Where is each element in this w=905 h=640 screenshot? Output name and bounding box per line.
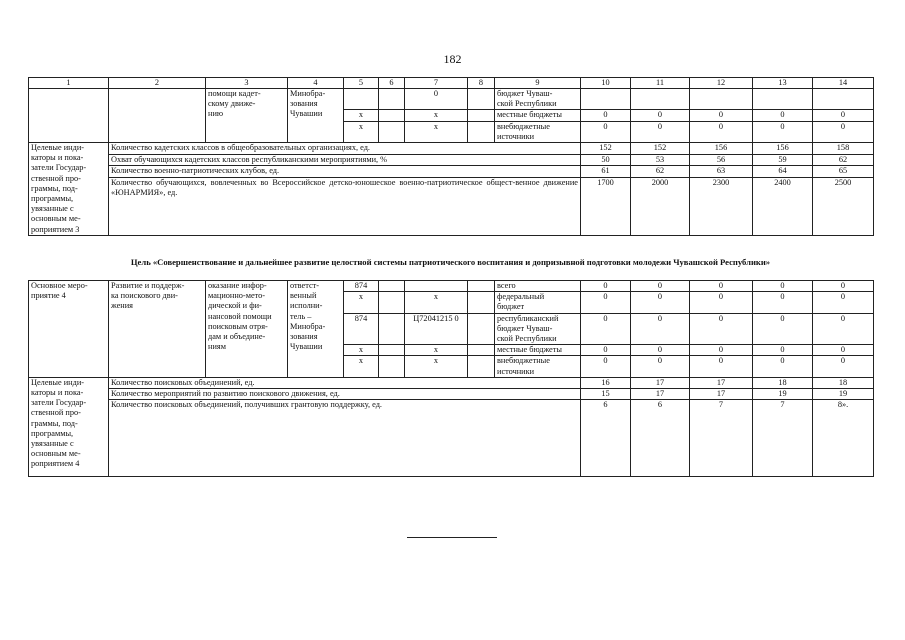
targets-label-cell	[29, 377, 109, 476]
indicator-value-cell: 50	[581, 154, 631, 166]
funding-source-cell	[495, 345, 581, 356]
col5-cell: х	[344, 121, 379, 142]
value-cell: 0	[581, 345, 631, 356]
cell-line: основным ме-	[31, 449, 81, 459]
column-number: 3	[206, 78, 288, 89]
column-number: 5	[344, 78, 379, 89]
empty-cell	[29, 89, 109, 143]
col8-cell	[468, 89, 495, 110]
cell-line: оказание инфор-	[208, 281, 267, 290]
funding-source-cell	[495, 121, 581, 142]
table-row	[29, 89, 874, 110]
cell-line: республиканский	[497, 313, 559, 323]
table-main-measure-4	[28, 280, 874, 477]
cell-line: бюджет	[497, 302, 525, 312]
value-cell: 0	[690, 121, 753, 142]
value-cell: 0	[690, 110, 753, 121]
cell-line: ка поискового дви-	[111, 291, 178, 301]
cell-line: мационно-мето-	[208, 291, 266, 301]
col5-cell: 874	[344, 281, 379, 292]
indicator-value-cell: 19	[813, 389, 874, 400]
value-cell: 0	[631, 313, 690, 345]
indicator-value-cell: 63	[690, 166, 753, 178]
value-cell: 0	[813, 110, 874, 121]
cell-line: основным ме-	[31, 214, 81, 224]
indicator-value-cell: 8».	[813, 400, 874, 477]
value-cell: 0	[631, 292, 690, 313]
table-row	[29, 143, 874, 155]
col6-cell	[379, 292, 405, 313]
funding-source-cell	[495, 89, 581, 110]
targets-label-cell	[29, 143, 109, 236]
value-cell: 0	[813, 281, 874, 292]
indicator-value-cell: 64	[753, 166, 813, 178]
column-number: 10	[581, 78, 631, 89]
indicator-value-cell: 2000	[631, 177, 690, 235]
cell-line: увязанные с	[31, 439, 74, 449]
cell-line: ниям	[208, 342, 226, 352]
cell-line: затели Государ-	[31, 163, 87, 173]
cell-line: венный	[290, 291, 317, 301]
cell-line: ственной про-	[31, 408, 81, 418]
cell-line: жения	[111, 301, 134, 311]
cell-line: зования	[290, 99, 318, 109]
col7-cell: 0	[405, 89, 468, 110]
col8-cell	[468, 356, 495, 377]
cell-line: Чувашии	[290, 342, 323, 352]
indicator-value-cell: 17	[690, 377, 753, 388]
indicator-value-cell: 156	[690, 143, 753, 155]
cell-line: Развитие и поддерж-	[111, 281, 185, 290]
indicator-value-cell: 19	[753, 389, 813, 400]
measure-cell	[206, 89, 288, 143]
col8-cell	[468, 110, 495, 121]
value-cell: 0	[690, 281, 753, 292]
indicator-value-cell: 15	[581, 389, 631, 400]
cell-line: программы,	[31, 428, 74, 438]
column-number: 14	[813, 78, 874, 89]
cell-line: бюджет Чуваш-	[497, 323, 553, 333]
col7-cell: х	[405, 345, 468, 356]
value-cell: 0	[581, 356, 631, 377]
cell-line: ской Республики	[497, 334, 557, 344]
footnote-separator	[407, 537, 497, 538]
executor-cell	[288, 89, 344, 143]
indicator-value-cell: 18	[753, 377, 813, 388]
value-cell: 0	[690, 356, 753, 377]
indicator-value-cell: 2300	[690, 177, 753, 235]
cell-line: дам и объедине-	[208, 332, 266, 342]
column-number: 12	[690, 78, 753, 89]
table-row	[29, 177, 874, 235]
value-cell: 0	[753, 121, 813, 142]
executor-cell	[288, 281, 344, 378]
goal-heading: Цель «Совершенствование и дальнейшее развитие целостной системы патриотического воспитания и допризывной подготовки молодежи Чувашской Республики»	[130, 257, 771, 267]
indicator-text-cell: Количество поисковых объединений, ед.	[109, 377, 581, 388]
cell-line: скому движе-	[208, 99, 256, 109]
value-cell: 0	[813, 345, 874, 356]
col8-cell	[468, 345, 495, 356]
value-cell: 0	[753, 345, 813, 356]
value-cell: 0	[690, 345, 753, 356]
indicator-value-cell: 17	[690, 389, 753, 400]
cell-line: местные бюджеты	[497, 345, 562, 355]
column-number: 6	[379, 78, 405, 89]
value-cell: 0	[581, 121, 631, 142]
column-number: 9	[495, 78, 581, 89]
cell-line: затели Государ-	[31, 398, 87, 408]
cell-line: ской Республики	[497, 99, 557, 109]
indicator-value-cell: 6	[581, 400, 631, 477]
cell-line: Основное меро-	[31, 281, 88, 290]
indicator-value-cell: 152	[631, 143, 690, 155]
value-cell: 0	[753, 281, 813, 292]
indicator-value-cell: 59	[753, 154, 813, 166]
indicator-value-cell: 7	[753, 400, 813, 477]
value-cell: 0	[813, 313, 874, 345]
cell-line: федеральный	[497, 292, 545, 302]
col6-cell	[379, 121, 405, 142]
indicator-value-cell: 17	[631, 377, 690, 388]
col7-cell	[405, 281, 468, 292]
table-row	[29, 400, 874, 477]
value-cell: 0	[581, 110, 631, 121]
cell-line: Чувашии	[290, 109, 323, 119]
value-cell: 0	[753, 356, 813, 377]
value-cell: 0	[581, 313, 631, 345]
cell-line: каторы и пока-	[31, 388, 84, 398]
indicator-text-cell: Количество мероприятий по развитию поискового движения, ед.	[109, 389, 581, 400]
indicator-value-cell: 18	[813, 377, 874, 388]
value-cell: 0	[631, 281, 690, 292]
empty-cell	[109, 89, 206, 143]
col5-cell: х	[344, 292, 379, 313]
cell-line: тель –	[290, 311, 312, 321]
value-cell: 0	[753, 313, 813, 345]
col5-cell: х	[344, 345, 379, 356]
cell-line: внебюджетные	[497, 121, 550, 131]
col7-cell: х	[405, 292, 468, 313]
cell-line: Минобра-	[290, 89, 326, 98]
value-cell: 0	[631, 345, 690, 356]
indicator-value-cell: 61	[581, 166, 631, 178]
measure-name-cell	[109, 281, 206, 378]
cell-line: источники	[497, 131, 535, 141]
col6-cell	[379, 313, 405, 345]
value-cell	[631, 89, 690, 110]
cell-line: исполни-	[290, 301, 323, 311]
cell-line: поисковым отря-	[208, 321, 268, 331]
funding-source-cell	[495, 281, 581, 292]
cell-line: источники	[497, 366, 535, 376]
indicator-value-cell: 152	[581, 143, 631, 155]
value-cell: 0	[631, 121, 690, 142]
col6-cell	[379, 89, 405, 110]
cell-line: нансовой помощи	[208, 311, 272, 321]
value-cell: 0	[813, 292, 874, 313]
value-cell: 0	[581, 281, 631, 292]
indicator-value-cell: 2500	[813, 177, 874, 235]
value-cell	[581, 89, 631, 110]
column-number: 11	[631, 78, 690, 89]
cell-line: дической и фи-	[208, 301, 262, 311]
cell-line: Целевые инди-	[31, 143, 85, 153]
value-cell	[690, 89, 753, 110]
page-number: 182	[443, 52, 462, 66]
indicator-value-cell: 2400	[753, 177, 813, 235]
col6-cell	[379, 110, 405, 121]
cell-line: зования	[290, 332, 318, 342]
col5-cell: х	[344, 356, 379, 377]
col8-cell	[468, 281, 495, 292]
indicator-value-cell: 16	[581, 377, 631, 388]
col5-cell: 874	[344, 313, 379, 345]
value-cell: 0	[753, 110, 813, 121]
column-number: 2	[109, 78, 206, 89]
col7-cell: Ц72041215 0	[405, 313, 468, 345]
col6-cell	[379, 356, 405, 377]
cell-line: бюджет Чуваш-	[497, 89, 553, 98]
funding-source-cell	[495, 356, 581, 377]
column-number: 4	[288, 78, 344, 89]
column-number: 8	[468, 78, 495, 89]
table-row	[29, 166, 874, 178]
col6-cell	[379, 281, 405, 292]
indicator-text-cell: Количество поисковых объединений, получивших грантовую поддержку, ед.	[109, 400, 581, 477]
col5-cell	[344, 89, 379, 110]
indicator-text-cell: Охват обучающихся кадетских классов республиканскими мероприятиями, %	[109, 154, 581, 166]
col8-cell	[468, 292, 495, 313]
indicator-value-cell: 156	[753, 143, 813, 155]
cell-line: помощи кадет-	[208, 89, 261, 98]
value-cell: 0	[581, 292, 631, 313]
value-cell: 0	[813, 356, 874, 377]
indicator-value-cell: 65	[813, 166, 874, 178]
col8-cell	[468, 121, 495, 142]
cell-line: приятие 4	[31, 291, 66, 301]
cell-line: нию	[208, 109, 224, 119]
column-number: 13	[753, 78, 813, 89]
table-row	[29, 281, 874, 292]
table-row	[29, 154, 874, 166]
indicator-value-cell: 53	[631, 154, 690, 166]
indicator-value-cell: 158	[813, 143, 874, 155]
funding-source-cell	[495, 110, 581, 121]
col8-cell	[468, 313, 495, 345]
col5-cell: х	[344, 110, 379, 121]
indicator-value-cell: 1700	[581, 177, 631, 235]
cell-line: ственной про-	[31, 173, 81, 183]
main-measure-label-cell	[29, 281, 109, 378]
column-number: 1	[29, 78, 109, 89]
funding-source-cell	[495, 313, 581, 345]
value-cell	[813, 89, 874, 110]
indicator-value-cell: 17	[631, 389, 690, 400]
value-cell: 0	[631, 356, 690, 377]
indicator-text-cell: Количество военно-патриотических клубов, ед.	[109, 166, 581, 178]
cell-line: местные бюджеты	[497, 110, 562, 120]
cell-line: внебюджетные	[497, 356, 550, 366]
cell-line: всего	[497, 281, 516, 290]
table-row	[29, 78, 874, 89]
indicator-value-cell: 7	[690, 400, 753, 477]
indicator-text-cell: Количество обучающихся, вовлеченных во Всероссийское детско-юношеское военно-патриотическое общест-венное движение «ЮНАРМИЯ», ед.	[109, 177, 581, 235]
value-cell: 0	[813, 121, 874, 142]
cell-line: каторы и пока-	[31, 153, 84, 163]
column-number: 7	[405, 78, 468, 89]
col7-cell: х	[405, 356, 468, 377]
indicator-value-cell: 6	[631, 400, 690, 477]
cell-line: программы,	[31, 194, 74, 204]
cell-line: граммы, под-	[31, 183, 78, 193]
cell-line: роприятием 4	[31, 459, 80, 469]
cell-line: ответст-	[290, 281, 320, 290]
cell-line: роприятием 3	[31, 224, 80, 234]
col6-cell	[379, 345, 405, 356]
indicator-value-cell: 62	[813, 154, 874, 166]
value-cell: 0	[690, 292, 753, 313]
table-main-measure-3	[28, 77, 874, 236]
value-cell: 0	[631, 110, 690, 121]
cell-line: Минобра-	[290, 321, 326, 331]
cell-line: Целевые инди-	[31, 377, 85, 387]
indicator-text-cell: Количество кадетских классов в общеобразовательных организациях, ед.	[109, 143, 581, 155]
table-row	[29, 377, 874, 388]
value-cell: 0	[753, 292, 813, 313]
value-cell: 0	[690, 313, 753, 345]
table-row	[29, 389, 874, 400]
cell-line: увязанные с	[31, 204, 74, 214]
indicator-value-cell: 56	[690, 154, 753, 166]
funding-source-cell	[495, 292, 581, 313]
cell-line: граммы, под-	[31, 418, 78, 428]
indicator-value-cell: 62	[631, 166, 690, 178]
col7-cell: х	[405, 110, 468, 121]
col7-cell: х	[405, 121, 468, 142]
measure-cell	[206, 281, 288, 378]
value-cell	[753, 89, 813, 110]
